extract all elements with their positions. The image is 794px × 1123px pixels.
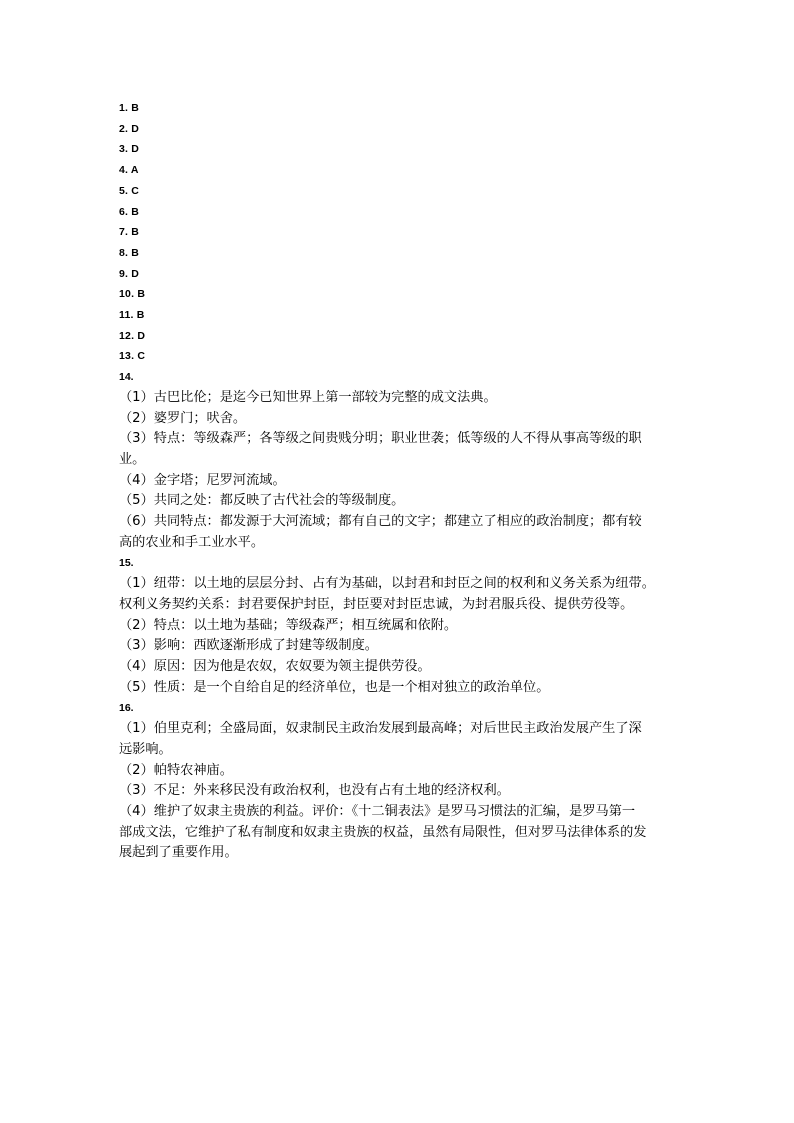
answer-line: （1）伯里克利；全盛局面，奴隶制民主政治发展到最高峰；对后世民主政治发展产生了深 — [119, 721, 642, 737]
answer-line: （3）特点：等级森严；各等级之间贵贱分明；职业世袭；低等级的人不得从事高等级的职 — [119, 431, 642, 447]
mc-answer-10: 10. B — [119, 288, 146, 301]
answer-line: （4）维护了奴隶主贵族的利益。评价：《十二铜表法》是罗马习惯法的汇编，是罗马第一 — [119, 803, 636, 819]
answer-line: 权利义务契约关系：封君要保护封臣，封臣要对封臣忠诚，为封君服兵役、提供劳役等。 — [119, 596, 634, 612]
question-16 — [119, 698, 679, 864]
answer-line: （3）不足：外来移民没有政治权利，也没有占有土地的经济权利。 — [119, 783, 510, 799]
answer-line: （6）共同特点：都发源于大河流域；都有自己的文字；都建立了相应的政治制度；都有较 — [119, 514, 642, 530]
answer-line: 远影响。 — [119, 741, 172, 757]
answer-line: （1）纽带：以土地的层层分封、占有为基础，以封君和封臣之间的权利和义务关系为纽带。 — [119, 576, 655, 592]
answer-line: （1）古巴比伦；是迄今已知世界上第一部较为完整的成文法典。 — [119, 389, 497, 405]
answer-key — [119, 98, 679, 864]
answer-line: 部成文法，它维护了私有制度和奴隶主贵族的权益，虽然有局限性，但对罗马法律体系的发 — [119, 824, 647, 840]
answer-line: （4）原因：因为他是农奴，农奴要为领主提供劳役。 — [119, 658, 431, 674]
answer-line: 业。 — [119, 451, 146, 467]
answer-line: （3）影响：西欧逐渐形成了封建等级制度。 — [119, 638, 378, 654]
mc-answer-6: 6. B — [119, 205, 140, 218]
mc-answer-12: 12. D — [119, 329, 146, 342]
question-15 — [119, 553, 679, 698]
answer-line: （4）金字塔；尼罗河流域。 — [119, 472, 286, 488]
question-number: 14. — [119, 371, 134, 384]
mc-answer-11: 11. B — [119, 309, 145, 322]
multiple-choice-answers — [119, 98, 679, 367]
answer-line: （5）共同之处：都反映了古代社会的等级制度。 — [119, 493, 405, 509]
mc-answer-4: 4. A — [119, 164, 139, 177]
mc-answer-5: 5. C — [119, 184, 140, 197]
answer-line: （2）帕特农神庙。 — [119, 762, 233, 778]
question-14 — [119, 367, 679, 553]
answer-line: 展起到了重要作用。 — [119, 845, 238, 861]
mc-answer-3: 3. D — [119, 143, 140, 156]
mc-answer-13: 13. C — [119, 350, 146, 363]
mc-answer-8: 8. B — [119, 246, 140, 259]
question-number: 15. — [119, 557, 134, 570]
mc-answer-7: 7. B — [119, 226, 140, 239]
mc-answer-9: 9. D — [119, 267, 140, 280]
answer-line: （2）婆罗门；吠舍。 — [119, 410, 247, 426]
answer-line: （2）特点：以土地为基础；等级森严；相互统属和依附。 — [119, 617, 458, 633]
question-number: 16. — [119, 702, 134, 715]
answer-line: 高的农业和手工业水平。 — [119, 534, 265, 550]
mc-answer-2: 2. D — [119, 122, 140, 135]
answer-line: （5）性质：是一个自给自足的经济单位，也是一个相对独立的政治单位。 — [119, 679, 550, 695]
mc-answer-1: 1. B — [119, 102, 140, 114]
